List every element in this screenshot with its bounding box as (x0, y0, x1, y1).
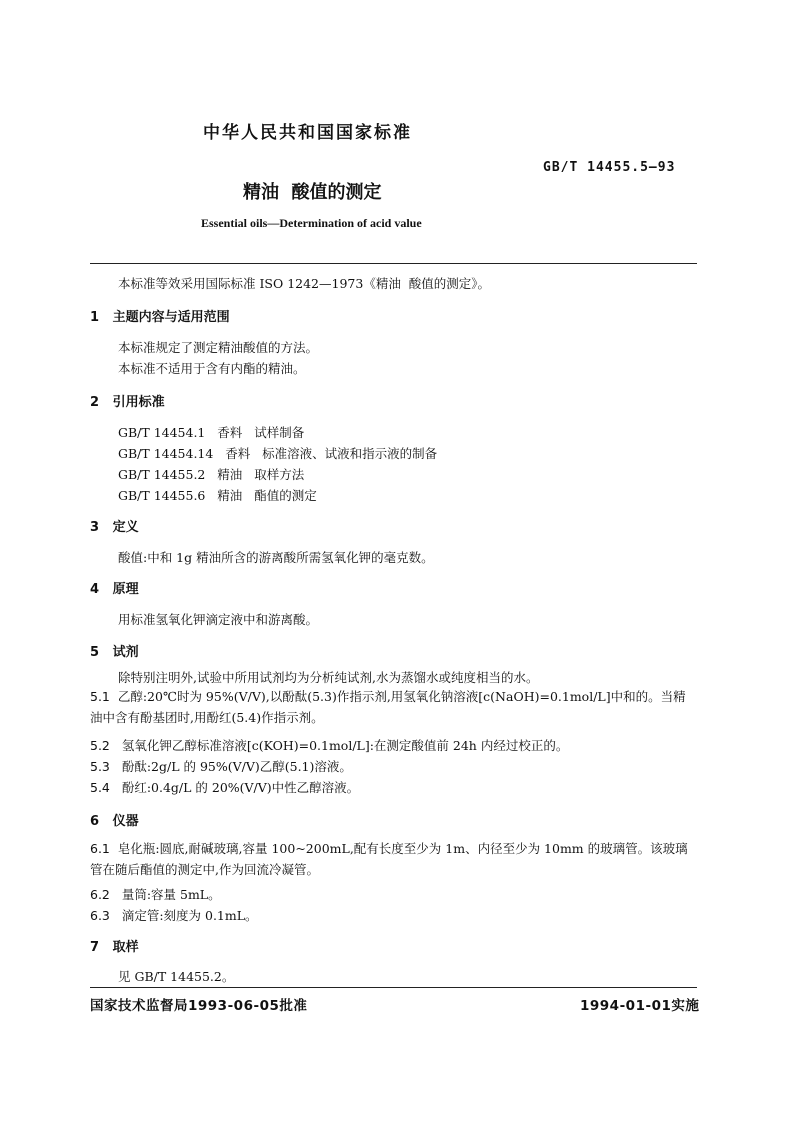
header-divider (90, 263, 697, 264)
section-title: 引用标准 (112, 395, 165, 410)
section-title: 定义 (112, 520, 139, 535)
apparatus-item (90, 906, 258, 924)
section-5-heading (90, 641, 139, 660)
reference-item: GB/T 14454.14 香料 标准溶液、试液和指示液的制备 (118, 446, 438, 461)
section-1-line: 本标准规定了测定精油酸值的方法。 (118, 340, 319, 355)
apparatus-item (90, 838, 697, 880)
standard-code: GB/T 14455.5—93 (543, 160, 676, 175)
item-text: 酚酞:2g/L 的 95%(V/V)乙醇(5.1)溶液。 (121, 759, 352, 774)
section-7-text: 见 GB/T 14455.2。 (118, 969, 235, 984)
section-number: 6 (90, 814, 100, 829)
item-text: 乙醇:20℃时为 95%(V/V),以酚酞(5.3)作指示剂,用氢氧化钠溶液[c(NaOH)=0.1mol/L]中和的。当精油中含有酚基团时,用酚红(5.4)作指示剂。 (90, 689, 686, 725)
apparatus-item (90, 885, 221, 903)
item-number: 5.4 (90, 780, 110, 795)
section-title: 原理 (112, 582, 139, 597)
section-title: 主题内容与适用范围 (112, 310, 230, 325)
section-title: 仪器 (112, 814, 139, 829)
intro-text: 本标准等效采用国际标准 ISO 1242—1973《精油 酸值的测定》。 (118, 276, 491, 291)
section-title: 试剂 (112, 645, 139, 660)
section-5-intro: 除特别注明外,试验中所用试剂均为分析纯试剂,水为蒸馏水或纯度相当的水。 (118, 670, 539, 685)
section-6-heading (90, 810, 139, 829)
approval-date: 国家技术监督局1993-06-05批准 (90, 998, 308, 1014)
item-text: 氢氧化钾乙醇标准溶液[c(KOH)=0.1mol/L]:在测定酸值前 24h 内经过校正的。 (121, 738, 569, 753)
footer-divider (90, 987, 697, 988)
section-1-line: 本标准不适用于含有内酯的精油。 (118, 361, 306, 376)
item-number: 6.3 (90, 908, 110, 923)
page-title: 精油 酸值的测定 (243, 182, 382, 203)
section-number: 5 (90, 645, 100, 660)
item-text: 皂化瓶:圆底,耐碱玻璃,容量 100~200mL,配有长度至少为 1m、内径至少为 10mm 的玻璃管。该玻璃管在随后酯值的测定中,作为回流冷凝管。 (90, 841, 688, 877)
reagent-item (90, 736, 568, 754)
reference-item: GB/T 14455.6 精油 酯值的测定 (118, 488, 317, 503)
section-4-heading (90, 578, 139, 597)
section-3-heading (90, 516, 139, 535)
effective-date: 1994-01-01实施 (580, 998, 700, 1014)
item-text: 滴定管:刻度为 0.1mL。 (121, 908, 258, 923)
reference-item: GB/T 14455.2 精油 取样方法 (118, 467, 305, 482)
item-number: 6.1 (90, 841, 110, 856)
section-number: 3 (90, 520, 100, 535)
national-standard-heading: 中华人民共和国国家标准 (203, 123, 412, 143)
section-number: 2 (90, 395, 100, 410)
item-text: 量筒:容量 5mL。 (121, 887, 221, 902)
section-1-heading (90, 306, 230, 325)
item-number: 5.1 (90, 689, 110, 704)
reagent-item (90, 757, 352, 775)
reagent-item (90, 778, 359, 796)
item-text: 酚红:0.4g/L 的 20%(V/V)中性乙醇溶液。 (121, 780, 360, 795)
section-number: 1 (90, 310, 100, 325)
english-title: Essential oils—Determination of acid value (201, 216, 422, 230)
section-7-heading (90, 936, 139, 955)
section-number: 4 (90, 582, 100, 597)
reagent-item (90, 686, 697, 728)
section-title: 取样 (112, 940, 139, 955)
item-number: 5.3 (90, 759, 110, 774)
reference-item: GB/T 14454.1 香料 试样制备 (118, 425, 305, 440)
section-number: 7 (90, 940, 100, 955)
item-number: 5.2 (90, 738, 110, 753)
section-3-text: 酸值:中和 1g 精油所含的游离酸所需氢氧化钾的毫克数。 (118, 550, 434, 565)
section-2-heading (90, 391, 165, 410)
section-4-text: 用标准氢氧化钾滴定液中和游离酸。 (118, 612, 319, 627)
item-number: 6.2 (90, 887, 110, 902)
